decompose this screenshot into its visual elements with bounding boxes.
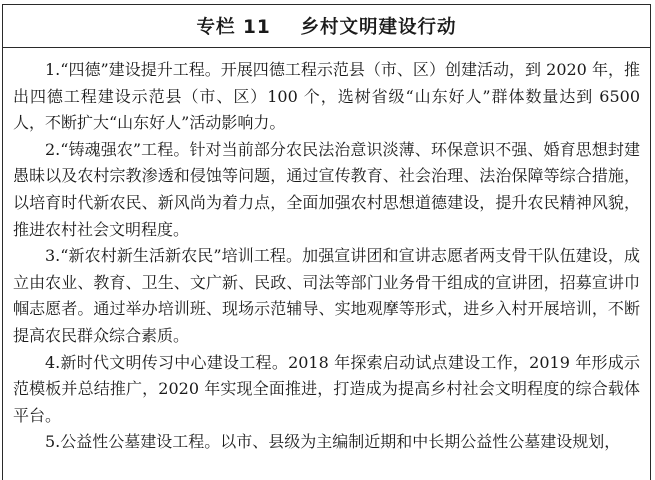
column-box <box>2 4 651 480</box>
paragraph-new-farmers-training: 3.“新农村新生活新农民”培训工程。加强宣讲团和宣讲志愿者两支骨干队伍建设，成立由农业、教育、卫生、文广新、民政、司法等部门业务骨干组成的宣讲团，招募宣讲巾帼志愿者。通过举办培训班、现场示范辅导、实地观摩等形式，进乡入村开展培训，不断提高农民群众综合素质。 <box>13 246 640 345</box>
column-header <box>3 5 650 48</box>
column-body <box>3 48 650 456</box>
paragraph-public-cemetery: 5.公益性公墓建设工程。以市、县级为主编制近期和中长期公益性公墓建设规划， <box>45 432 621 452</box>
paragraph-four-virtues: 1.“四德”建设提升工程。开展四德工程示范县（市、区）创建活动，到 2020 年，推出四德工程建设示范县（市、区）100 个，选树省级“山东好人”群体数量达到 6500 人，不断扩大“山东好人”活动影响力。 <box>13 60 640 133</box>
column-title: 专栏 11 乡村文明建设行动 <box>196 17 457 38</box>
paragraph-soul-casting: 2.“铸魂强农”工程。针对当前部分农民法治意识淡薄、环保意识不强、婚育思想封建愚昧以及农村宗教渗透和侵蚀等问题，通过宣传教育、社会治理、法治保障等综合措施，以培育时代新农民、新风尚为着力点，全面加强农村思想道德建设，提升农民精神风貌，推进农村社会文明程度。 <box>13 139 640 239</box>
paragraph-civilization-center: 4.新时代文明传习中心建设工程。2018 年探索启动试点建设工作，2019 年形成示范模板并总结推广，2020 年实现全面推进，打造成为提高乡村社会文明程度的综合载体平台。 <box>13 352 640 425</box>
